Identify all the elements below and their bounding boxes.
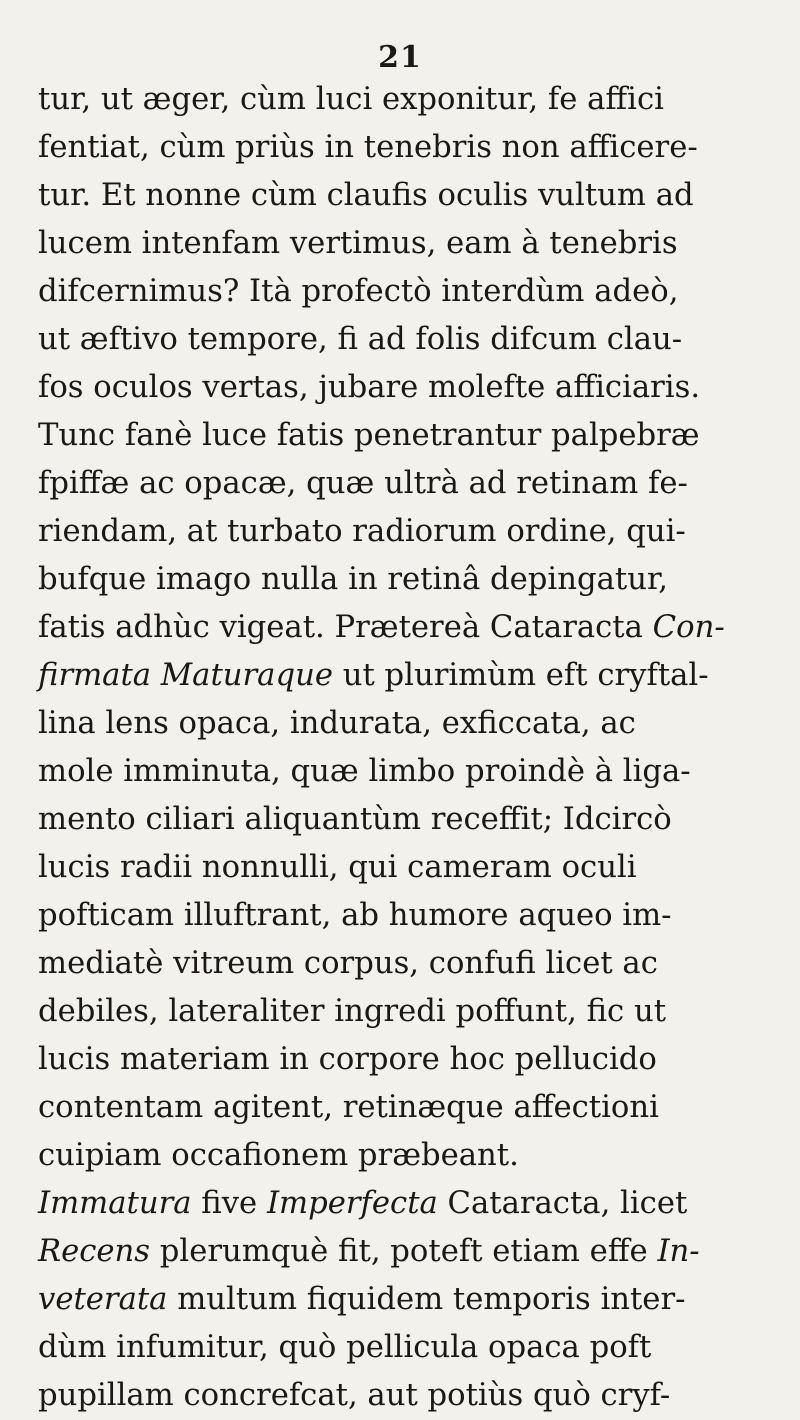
text-line [38,412,798,460]
text-segment: riendam, at turbato radiorum ordine, qui- [38,514,686,549]
text-segment: ut plurimùm eft cryftal- [332,658,709,693]
text-line [38,364,798,412]
text-segment: fentiat, cùm priùs in tenebris non afficere- [38,130,698,165]
text-segment: lucis materiam in corpore hoc pellucido [38,1042,657,1077]
text-line [38,604,798,652]
text-line [38,1180,798,1228]
text-line [38,316,798,364]
text-segment: dùm infumitur, quò pellicula opaca poft [38,1330,652,1365]
text-segment: mento ciliari aliquantùm receffit; Idcircò [38,802,672,837]
text-segment: bufque imago nulla in retinâ depingatur, [38,562,668,597]
text-segment: debiles, lateraliter ingredi poffunt, fic ut [38,994,667,1029]
text-line [38,700,798,748]
text-segment: difcernimus? Ità profectò interdùm adeò, [38,274,679,309]
text-line [38,268,798,316]
text-line [38,1228,798,1276]
text-line [38,460,798,508]
text-line [38,76,798,124]
text-line [38,172,798,220]
text-segment: lina lens opaca, indurata, exficcata, ac [38,706,636,741]
text-line [38,556,798,604]
text-segment: Tunc fanè luce fatis penetrantur palpebræ [38,418,700,453]
text-segment: Cataracta, licet [437,1186,688,1221]
page-number: 21 [378,40,422,75]
text-segment: lucem intenfam vertimus, eam à tenebris [38,226,678,261]
text-segment: tur. Et nonne cùm claufis oculis vultum ad [38,178,694,213]
text-line [38,652,798,700]
text-segment: pofticam illuftrant, ab humore aqueo im- [38,898,672,933]
italic-text-segment: Con- [652,610,725,645]
italic-text-segment: Recens [38,1234,151,1269]
italic-text-segment: Immatura [38,1186,192,1221]
text-line [38,1276,798,1324]
text-line [38,1372,798,1420]
body-text [38,76,798,1420]
text-line [38,1036,798,1084]
text-line [38,988,798,1036]
text-line [38,940,798,988]
italic-text-segment: Imperfecta [266,1186,438,1221]
text-segment: lucis radii nonnulli, qui cameram oculi [38,850,637,885]
text-segment: fos oculos vertas, jubare molefte afficiaris. [38,370,701,405]
text-segment: multum fiquidem temporis inter- [167,1282,686,1317]
text-segment: tur, ut æger, cùm luci exponitur, fe affici [38,82,664,117]
text-segment: fatis adhùc vigeat. Prætereà Cataracta [38,610,653,645]
text-line [38,124,798,172]
text-segment: five [191,1186,267,1221]
text-line [38,220,798,268]
text-segment: fpiffæ ac opacæ, quæ ultrà ad retinam fe- [38,466,688,501]
text-segment: mole imminuta, quæ limbo proindè à liga- [38,754,691,789]
text-line [38,796,798,844]
text-segment: plerumquè fit, poteft etiam effe [150,1234,658,1269]
text-segment: cuipiam occafionem præbeant. [38,1138,519,1173]
italic-text-segment: veterata [38,1282,168,1317]
text-line [38,1324,798,1372]
italic-text-segment: In- [657,1234,700,1269]
text-segment: contentam agitent, retinæque affectioni [38,1090,659,1125]
text-line [38,508,798,556]
text-line [38,748,798,796]
italic-text-segment: firmata Maturaque [38,658,333,693]
text-line [38,1084,798,1132]
text-line [38,844,798,892]
text-segment: mediatè vitreum corpus, confufi licet ac [38,946,658,981]
text-segment: pupillam concrefcat, aut potiùs quò cryf- [38,1378,671,1413]
text-line [38,892,798,940]
text-segment: ut æftivo tempore, fi ad folis difcum clau- [38,322,683,357]
text-line [38,1132,798,1180]
